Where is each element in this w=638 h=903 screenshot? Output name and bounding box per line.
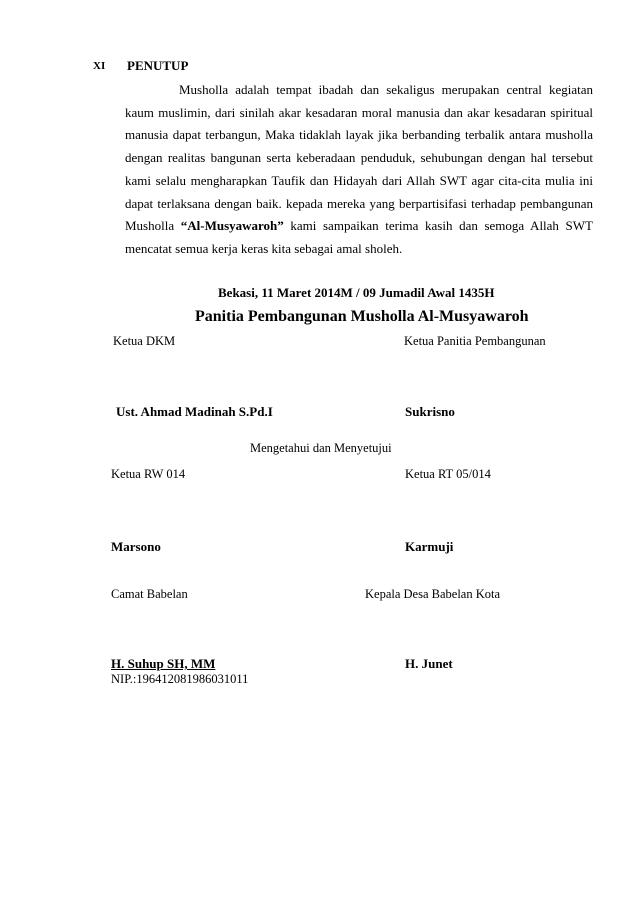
role-ketua-panitia: Ketua Panitia Pembangunan (404, 334, 546, 348)
name-ketua-dkm: Ust. Ahmad Madinah S.Pd.I (116, 404, 273, 419)
role-kepala-desa: Kepala Desa Babelan Kota (365, 587, 501, 601)
nip-camat: NIP.:196412081986031011 (111, 672, 249, 686)
section-number: XI (93, 60, 106, 72)
role-ketua-rw: Ketua RW 014 (111, 467, 186, 481)
paragraph-bold-name: “Al-Musyawaroh” (180, 218, 284, 234)
name-ketua-rt: Karmuji (405, 539, 454, 554)
name-kepala-desa: H. Junet (405, 656, 453, 671)
paragraph-text-2: kami sampaikan terima kasih dan semoga Allah SWT mencatat semua kerja keras kita sebagai amal sholeh. (125, 218, 593, 256)
name-camat: H. Suhup SH, MM (111, 656, 216, 671)
name-ketua-rw: Marsono (111, 539, 161, 554)
closing-paragraph (125, 79, 593, 261)
date-line: Bekasi, 11 Maret 2014M / 09 Jumadil Awal 1435H (218, 285, 495, 300)
paragraph-text-1: Musholla adalah tempat ibadah dan sekaligus merupakan central kegiatan kaum muslimin, dari sinilah akar kesadaran moral manusia dan akar kesadaran spiritual manusia dapat terbangun, Maka tidaklah layak jika berbanding terbalik antara musholla dengan realitas bangunan serta keberadaan penduduk, sehubungan dengan hal tersebut kami selalu mengharapkan Taufik dan Hidayah dari Allah SWT agar cita-cita mulia ini dapat terlaksana dengan baik. kepada mereka yang berpartisifasi terhadap pembangunan Musholla (125, 82, 593, 234)
name-ketua-panitia: Sukrisno (405, 404, 455, 419)
section-title: PENUTUP (127, 58, 189, 73)
approval-line: Mengetahui dan Menyetujui (250, 441, 392, 455)
role-ketua-rt: Ketua RT 05/014 (405, 467, 491, 481)
committee-title: Panitia Pembangunan Musholla Al-Musyawaroh (195, 308, 529, 325)
role-camat: Camat Babelan (111, 587, 188, 601)
role-ketua-dkm: Ketua DKM (113, 334, 176, 348)
